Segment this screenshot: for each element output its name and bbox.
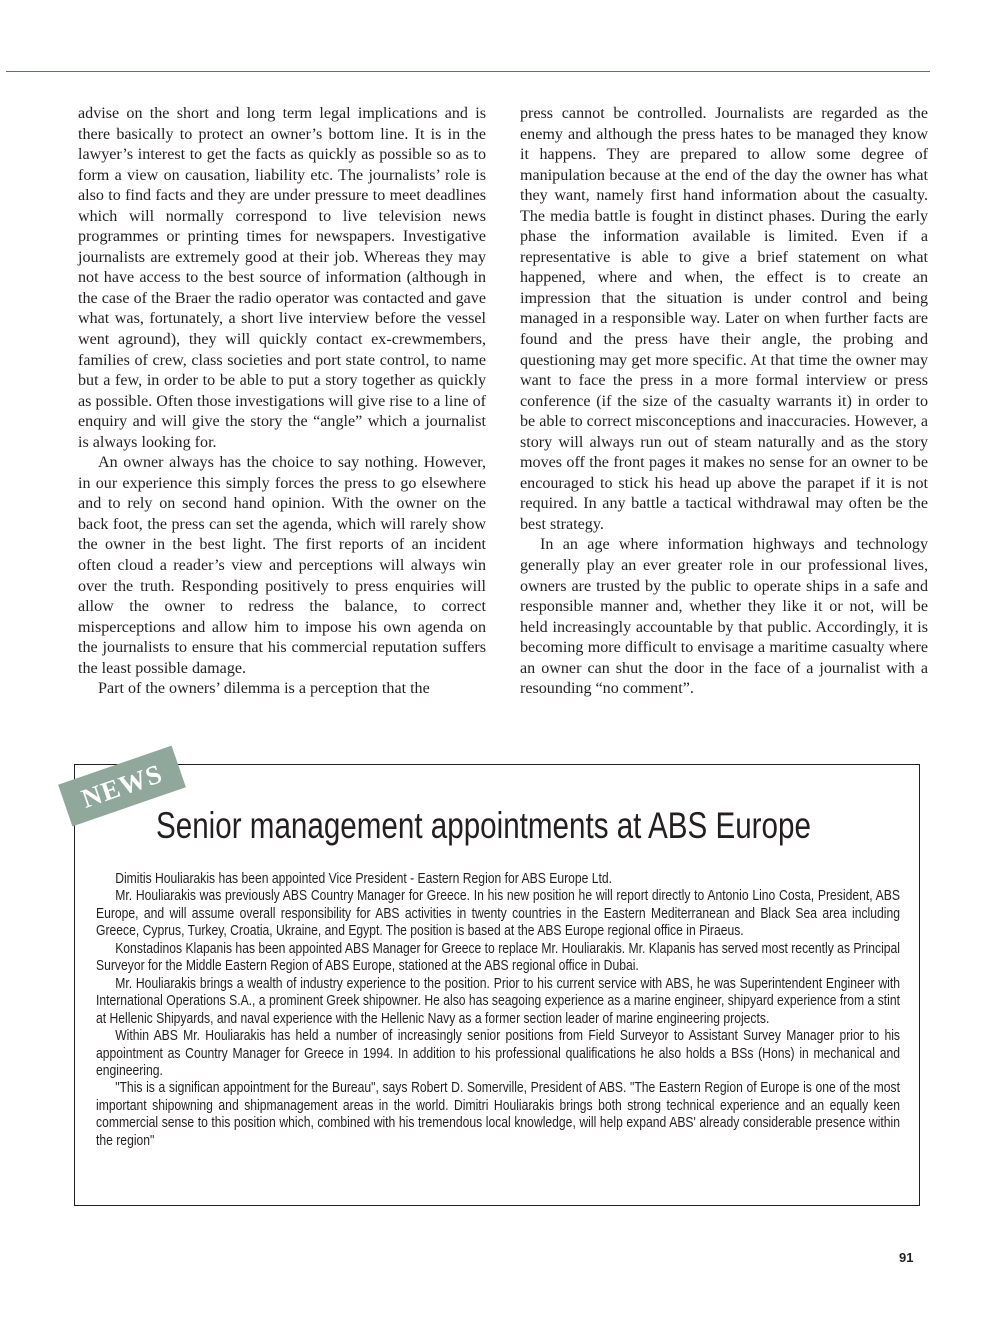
news-title: Senior management appointments at ABS Europe [156,805,811,846]
news-paragraph: Mr. Houliarakis was previously ABS Country Manager for Greece. In his new position he will report directly to Antonio Lino Costa, President, ABS Europe, and will assume overall responsibility for ABS activities in twenty countries in the Eastern Mediterranean and Black Sea area including Greece, Cyprus, Turkey, Croatia, Ukraine, and Egypt. The position is based at the ABS Europe regional office in Piraeus. [96,887,900,940]
article-paragraph: Part of the owners’ dilemma is a perception that the [98,680,430,698]
news-paragraph: "This is a significan appointment for the Bureau", says Robert D. Somerville, President of ABS. "The Eastern Region of Europe is one of the most important shipowning and shipmanagement areas in the world. Dimitri Houliarakis brings both strong technical experience and an equally keen commercial sense to this position which, combined with his tremendous local knowledge, will help expand ABS' already considerable presence within the region" [96,1079,900,1149]
article-paragraph: advise on the short and long term legal implications and is there basically to protect an owner’s bottom line. It is in the lawyer’s interest to get the facts as quickly as possible so as to form a view on causation, liability etc. The journalists’ role is also to find facts and they are under pressure to meet deadlines which will normally correspond to live television news programmes or printing times for newspapers. Investigative journalists are extremely good at their job. Whereas they may not have access to the best source of information (although in the case of the Braer the radio operator was contacted and gave what was, fortunately, a short live interview before the vessel went aground), they will quickly contact ex-crewmembers, families of crew, class societies and port state control, to name but a few, in order to be able to put a story together as quickly as possible. Often those investigations will give rise to a line of enquiry and will give the story the “angle” which a journalist is always looking for. [78,105,486,451]
article-paragraph: In an age where information highways and technology generally play an ever greater role in our professional lives, owners are trusted by the public to operate ships in a safe and responsible manner and, whether they like it or not, will be held increasingly accountable by that public. Accordingly, it is becoming more difficult to envisage a maritime casualty where an owner can shut the door in the face of a journalist with a resounding “no comment”. [520,536,928,698]
news-paragraph: Within ABS Mr. Houliarakis has held a number of increasingly senior positions from Field Surveyor to Assistant Survey Manager prior to his appointment as Country Manager for Greece in 1994. In addition to his professional qualifications he also holds a BSs (Hons) in mechanical and engineering. [96,1027,900,1079]
news-body [96,870,900,1149]
article-paragraph: press cannot be controlled. Journalists are regarded as the enemy and although the press hates to be managed they know it happens. They are prepared to allow some degree of manipulation because at the end of the day the owner has what they want, namely first hand information about the casualty. The media battle is fought in distinct phases. During the early phase the information available is limited. Even if a representative is able to give a brief statement on what happened, where and when, the effect is to create an impression that the situation is under control and being managed in a responsible way. Later on when further facts are found and the press have their angle, the probing and questioning may get more specific. At that time the owner may want to face the press in a more formal interview or press conference (if the size of the casualty warrants it) in order to be able to correct misconceptions and inaccuracies. However, a story will always run out of steam naturally and as the story moves off the front pages it makes no sense for an owner to be encouraged to stick his head up above the parapet if it is not required. In any battle a tactical withdrawal may often be the best strategy. [520,105,928,533]
article-paragraph: An owner always has the choice to say nothing. However, in our experience this simply forces the press to go elsewhere and to rely on second hand opinion. With the owner on the back foot, the press can set the agenda, which will rarely show the owner in the best light. The first reports of an incident often cloud a reader’s view and perceptions will always win over the truth. Responding positively to press enquiries will allow the owner to redress the balance, to correct misperceptions and allow him to impose his own agenda on the journalists to ensure that his commercial reputation suffers the least possible damage. [78,454,486,677]
header-rule [6,71,930,72]
page-number: 91 [899,1250,914,1265]
news-paragraph: Konstadinos Klapanis has been appointed ABS Manager for Greece to replace Mr. Houliarakis. Mr. Klapanis has served most recently as Principal Surveyor for the Middle Eastern Region of ABS Europe, stationed at the ABS regional office in Dubai. [96,939,900,975]
news-paragraph: Mr. Houliarakis brings a wealth of industry experience to the position. Prior to his current service with ABS, he was Superintendent Engineer with International Operations S.A., a prominent Greek shipowner. He also has seagoing experience as a marine engineer, shipyard experience from a stint at Hellenic Shipyards, and naval experience with the Hellenic Navy as a former section leader of marine engineering projects. [96,974,900,1027]
article-column-right [520,104,928,700]
news-tag-label: NEWS [77,757,167,814]
article-body [78,104,930,724]
news-paragraph: Dimitis Houliarakis has been appointed Vice President - Eastern Region for ABS Europe Ltd. [115,870,613,887]
article-column-left [78,104,486,700]
